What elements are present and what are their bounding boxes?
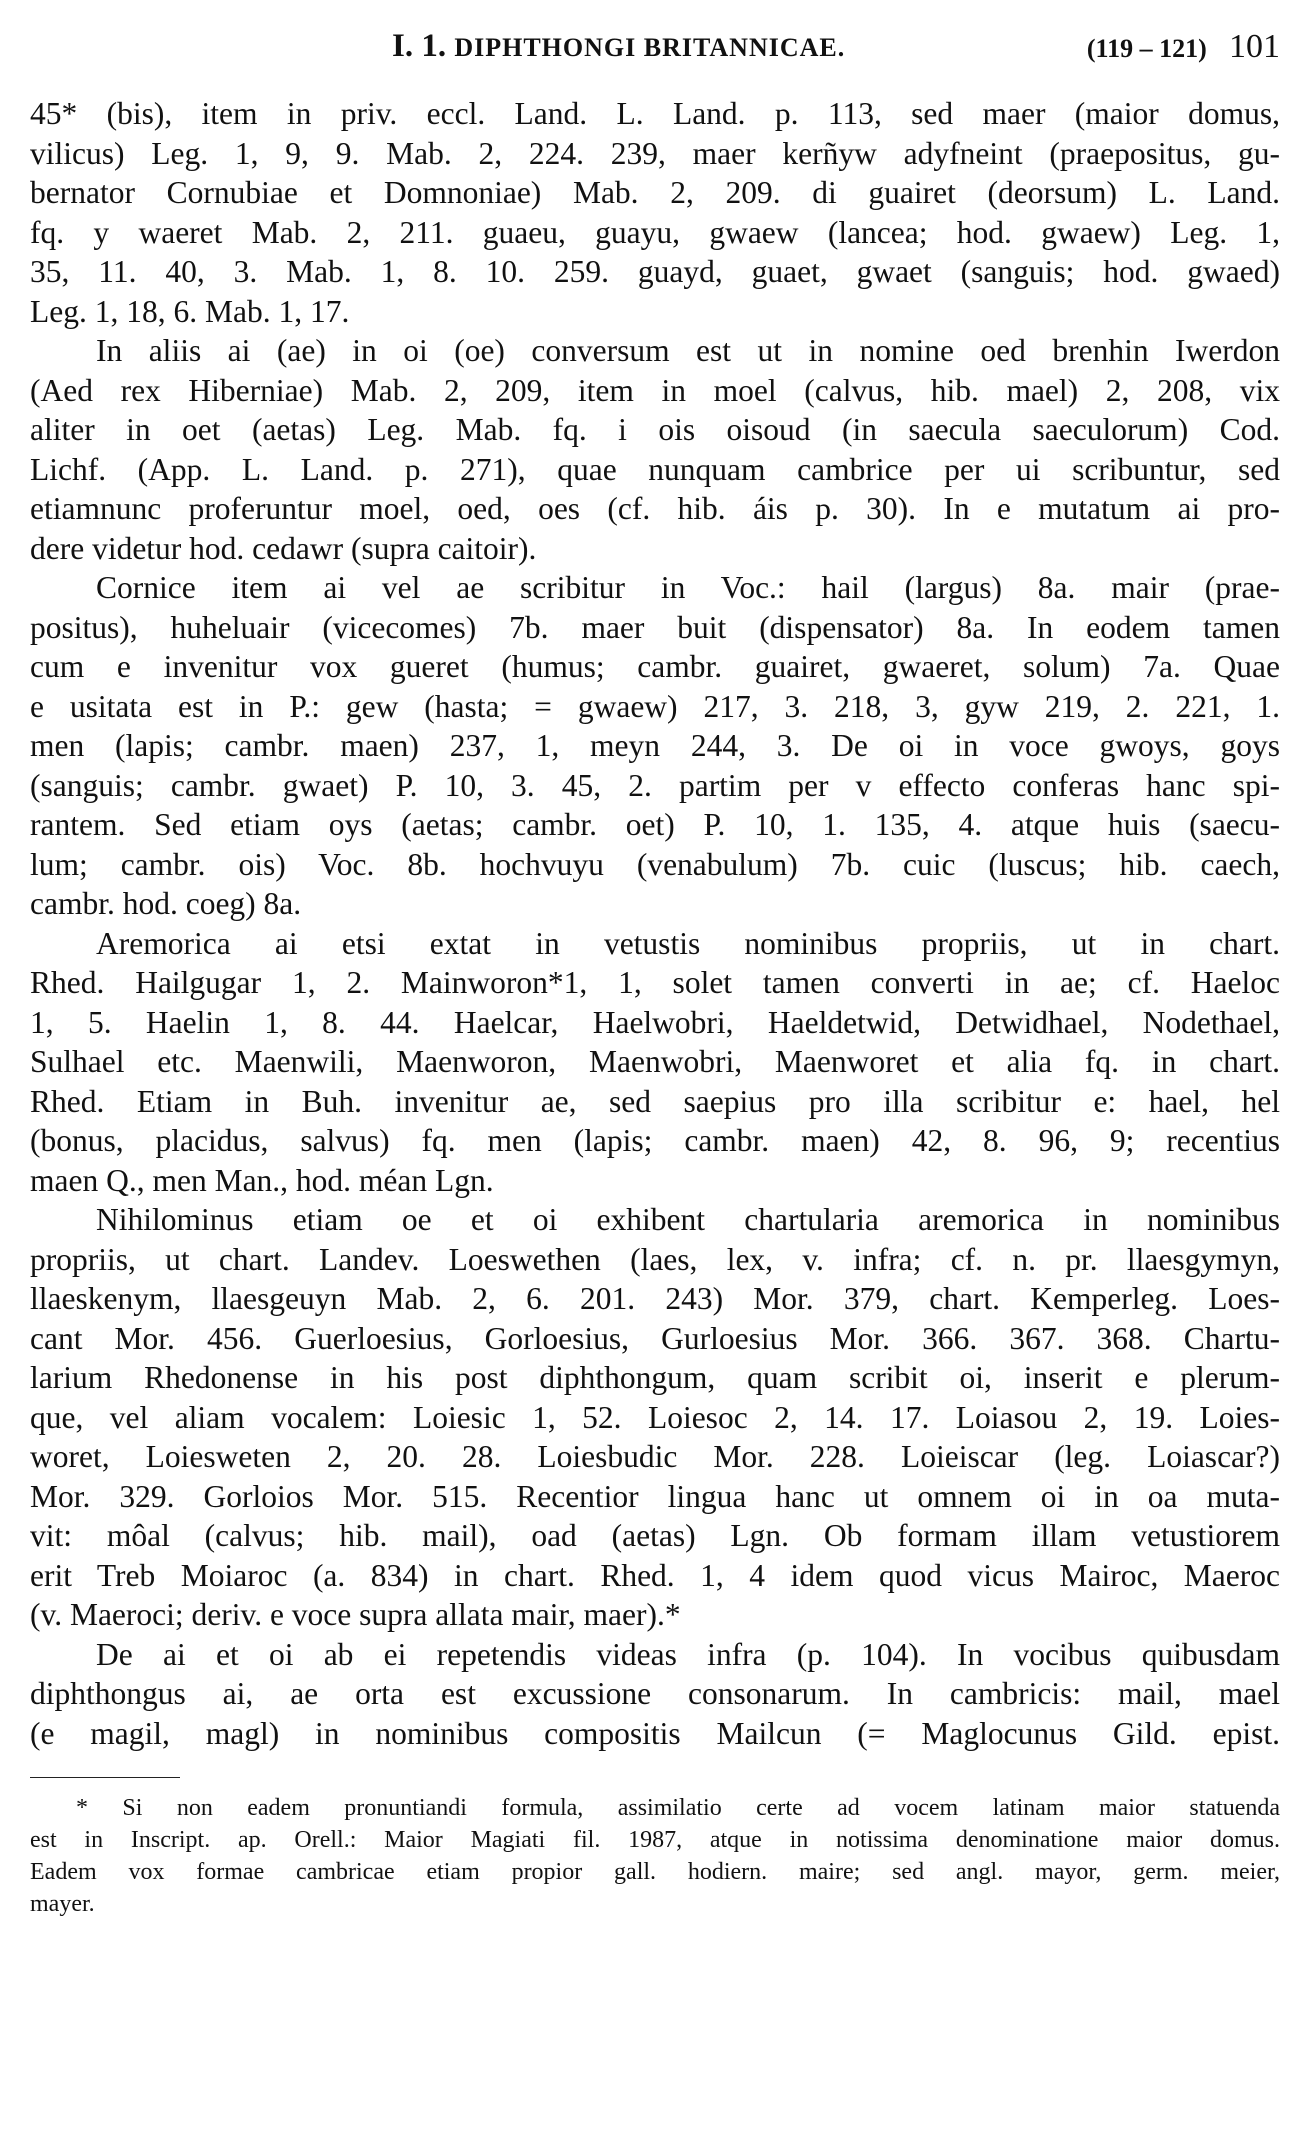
text-line: (v. Maeroci; deriv. e voce supra allata mair, maer).* <box>30 1597 681 1632</box>
text-line: (Aed rex Hiberniae) Mab. 2, 209, item in moel (calvus, hib. mael) 2, 208, vix <box>30 372 1280 408</box>
running-title: DIPHTHONGI BRITANNICAE. <box>454 33 846 62</box>
header-right <box>1087 28 1280 66</box>
text-line: men (lapis; cambr. maen) 237, 1, meyn 244, 3. De oi in voce gwoys, goys <box>30 728 1280 763</box>
body-text <box>30 94 1280 1753</box>
text-line: aliter in oet (aetas) Leg. Mab. fq. i ois oisoud (in saecula saeculorum) Cod. <box>30 412 1280 447</box>
footnote-rule <box>30 1777 180 1778</box>
text-line: 1, 5. Haelin 1, 8. 44. Haelcar, Haelwobri, Haeldetwid, Detwidhael, Nodethael, <box>30 1004 1280 1040</box>
text-line: lum; cambr. ois) Voc. 8b. hochvuyu (venabulum) 7b. cuic (luscus; hib. caech, <box>30 846 1280 882</box>
text-line: Mor. 329. Gorloios Mor. 515. Recentior lingua hanc ut omnem oi in oa muta- <box>30 1478 1280 1514</box>
text-line: woret, Loiesweten 2, 20. 28. Loiesbudic Mor. 228. Loieiscar (leg. Loiascar?) <box>30 1439 1280 1474</box>
header-left <box>392 28 845 65</box>
text-line: (sanguis; cambr. gwaet) P. 10, 3. 45, 2. partim per v effecto conferas hanc spi- <box>30 767 1280 803</box>
footnote-line: Eadem vox formae cambricae etiam propior gall. hodiern. maire; sed angl. mayor, germ. meier, <box>30 1859 1280 1885</box>
footnote-line: est in Inscript. ap. Orell.: Maior Magiati fil. 1987, atque in notissima denominatione maior domus. <box>30 1827 1280 1853</box>
text-line: cambr. hod. coeg) 8a. <box>30 886 302 921</box>
text-line: larium Rhedonense in his post diphthongum, quam scribit oi, inserit e plerum- <box>30 1360 1280 1395</box>
text-line: cum e invenitur vox gueret (humus; cambr. guairet, gwaeret, solum) 7a. Quae <box>30 649 1280 684</box>
text-line: bernator Cornubiae et Domnoniae) Mab. 2, 209. di guairet (deorsum) L. Land. <box>30 175 1280 210</box>
text-line: positus), huheluair (vicecomes) 7b. maer buit (dispensator) 8a. In eodem tamen <box>30 609 1280 645</box>
text-line: cant Mor. 456. Guerloesius, Gorloesius, Gurloesius Mor. 366. 367. 368. Chartu- <box>30 1320 1280 1356</box>
text-line: (e magil, magl) in nominibus compositis Mailcun (= Maglocunus Gild. epist. <box>30 1715 1280 1751</box>
section-range: (119 – 121) <box>1086 34 1207 63</box>
running-header <box>30 28 1280 78</box>
text-line: que, vel aliam vocalem: Loiesic 1, 52. Loiesoc 2, 14. 17. Loiasou 2, 19. Loies- <box>30 1399 1280 1435</box>
text-line: fq. y waeret Mab. 2, 211. guaeu, guayu, gwaew (lancea; hod. gwaew) Leg. 1, <box>30 214 1280 250</box>
text-line: (bonus, placidus, salvus) fq. men (lapis; cambr. maen) 42, 8. 96, 9; recentius <box>30 1123 1280 1158</box>
text-line: propriis, ut chart. Landev. Loeswethen (laes, lex, v. infra; cf. n. pr. llaesgymyn, <box>30 1241 1280 1277</box>
text-line: Rhed. Etiam in Buh. invenitur ae, sed saepius pro illa scribitur e: hael, hel <box>30 1083 1280 1119</box>
text-line: Leg. 1, 18, 6. Mab. 1, 17. <box>30 293 350 329</box>
page-number: 101 <box>1229 28 1280 65</box>
text-line: llaeskenym, llaesgeuyn Mab. 2, 6. 201. 243) Mor. 379, chart. Kemperleg. Loes- <box>30 1281 1280 1316</box>
text-line: 45* (bis), item in priv. eccl. Land. L. Land. p. 113, sed maer (maior domus, <box>30 96 1280 131</box>
text-line: etiamnunc proferuntur moel, oed, oes (cf. hib. áis p. 30). In e mutatum ai pro- <box>30 491 1280 526</box>
text-line: dere videtur hod. cedawr (supra caitoir). <box>30 530 537 566</box>
footnote-line: * Si non eadem pronuntiandi formula, assimilatio certe ad vocem latinam maior statuenda <box>76 1795 1280 1821</box>
text-line: In aliis ai (ae) in oi (oe) conversum est ut in nomine oed brenhin Iwerdon <box>96 333 1280 368</box>
text-line: vilicus) Leg. 1, 9, 9. Mab. 2, 224. 239, maer kerñyw adyfneint (praepositus, gu- <box>30 135 1280 171</box>
footnote-line: mayer. <box>30 1891 95 1917</box>
text-line: De ai et oi ab ei repetendis videas infra (p. 104). In vocibus quibusdam <box>96 1636 1280 1672</box>
section-number: I. 1. <box>392 28 447 64</box>
footnote <box>30 1792 1280 1920</box>
text-line: maen Q., men Man., hod. méan Lgn. <box>30 1162 494 1198</box>
text-line: erit Treb Moiaroc (a. 834) in chart. Rhed. 1, 4 idem quod vicus Mairoc, Maeroc <box>30 1557 1280 1593</box>
page <box>30 28 1280 1920</box>
text-line: vit: môal (calvus; hib. mail), oad (aetas) Lgn. Ob formam illam vetustiorem <box>30 1518 1280 1553</box>
text-line: Nihilominus etiam oe et oi exhibent chartularia aremorica in nominibus <box>96 1202 1280 1237</box>
text-line: Cornice item ai vel ae scribitur in Voc.: hail (largus) 8a. mair (prae- <box>96 570 1280 605</box>
text-line: diphthongus ai, ae orta est excussione consonarum. In cambricis: mail, mael <box>30 1676 1280 1711</box>
text-line: Sulhael etc. Maenwili, Maenworon, Maenwobri, Maenworet et alia fq. in chart. <box>30 1044 1280 1079</box>
text-line: Rhed. Hailgugar 1, 2. Mainworon*1, 1, solet tamen converti in ae; cf. Haeloc <box>30 965 1280 1000</box>
text-line: Lichf. (App. L. Land. p. 271), quae nunquam cambrice per ui scribuntur, sed <box>30 451 1280 487</box>
text-line: rantem. Sed etiam oys (aetas; cambr. oet) P. 10, 1. 135, 4. atque huis (saecu- <box>30 807 1280 842</box>
text-line: Aremorica ai etsi extat in vetustis nominibus propriis, ut in chart. <box>96 925 1280 961</box>
text-line: e usitata est in P.: gew (hasta; = gwaew) 217, 3. 218, 3, gyw 219, 2. 221, 1. <box>30 688 1280 724</box>
text-line: 35, 11. 40, 3. Mab. 1, 8. 10. 259. guayd, guaet, gwaet (sanguis; hod. gwaed) <box>30 254 1280 289</box>
